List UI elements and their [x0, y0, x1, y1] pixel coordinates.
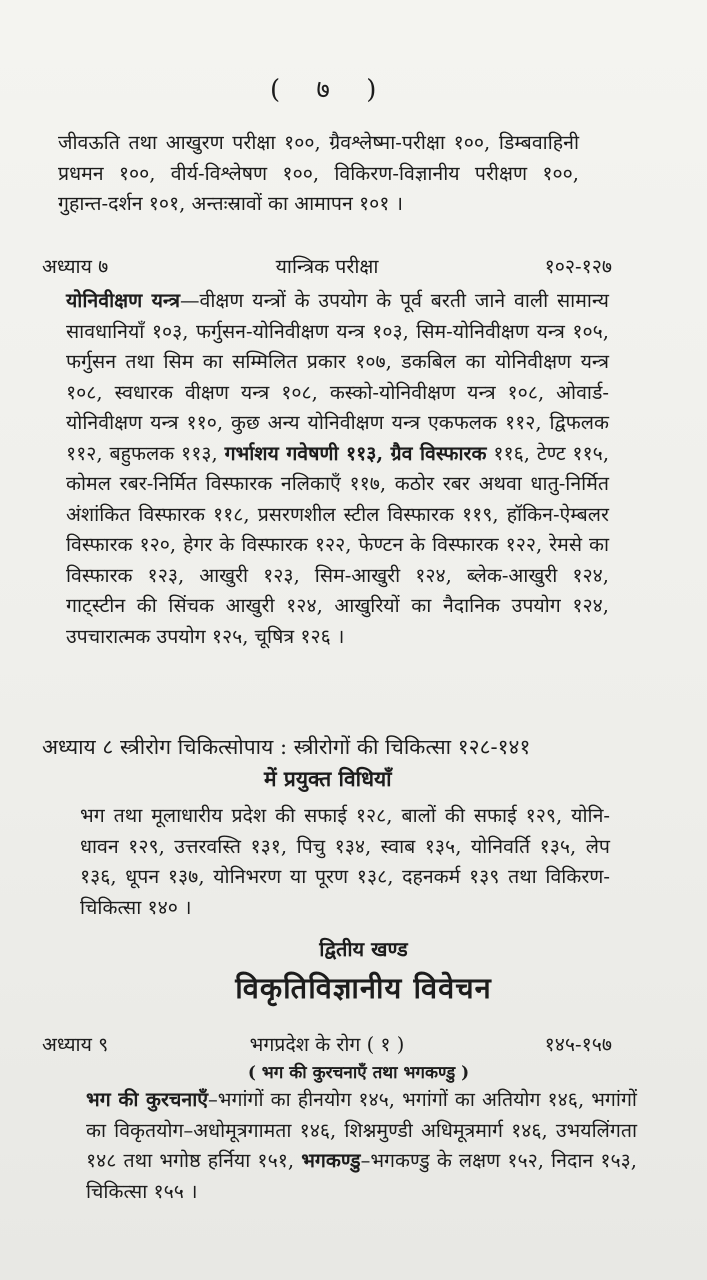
chapter-7-contents [66, 286, 609, 652]
chapter-9-heading [42, 1030, 612, 1060]
chapter-9-text-2: –भगकण्डु के लक्षण १५२, निदान १५३, चिकित्सा १५५ । [86, 1149, 637, 1203]
chapter-9-subtitle: ( भग की कुरचनाएँ तथा भगकण्डु ) [247, 1063, 470, 1083]
chapter-8-heading-line-2: में प्रयुक्त विधियाँ [264, 766, 392, 791]
chapter-8-heading-line-1: अध्याय ८ स्त्रीरोग चिकित्सोपाय : स्त्रीरोगों की चिकित्सा १२८-१४१ [42, 735, 531, 759]
intro-paragraph: जीवऊति तथा आखुरण परीक्षा १००, ग्रैवश्लेष्मा-परीक्षा १००, डिम्बवाहिनी प्रधमन १००, वीर्य-विश्लेषण १००, विकिरण-विज्ञानीय परीक्षण १००, गुहान्त-दर्शन १०१, अन्तःस्रावों का आमापन १०१ । [58, 131, 579, 215]
chapter-7-number: अध्याय ७ [42, 255, 109, 278]
chapter-8-contents: भग तथा मूलाधारीय प्रदेश की सफाई १२८, बालों की सफाई १२९, योनि-धावन १२९, उत्तरवस्ति १३१, पिचु १३४, स्वाब १३५, योनिवर्ति १३५, लेप १३६, धूपन १३७, योनिभरण या पूरण १३८, दहनकर्म १३९ तथा विकिरण-चिकित्सा १४० । [80, 804, 610, 919]
section-label: द्वितीय खण्ड [319, 937, 408, 961]
chapter-7-text-2: ११६, टेण्ट ११५, कोमल रबर-निर्मित विस्फारक नलिकाएँ ११७, कठोर रबर अथवा धातु-निर्मित अंशांकित विस्फारक ११८, प्रसरणशील स्टील विस्फारक ११९, हॉकिन-ऐम्बलर विस्फारक १२०, हेगर के विस्फारक १२२, फेण्टन के विस्फारक १२२, रेमसे का विस्फारक १२३, आखुरी १२३, सिम-आखुरी १२४, ब्लेक-आखुरी १२४, गाट्स्टीन की सिंचक आखुरी १२४, आखुरियों का नैदानिक उपयोग १२४, उपचारात्मक उपयोग १२५, चूषित्र १२६ । [66, 441, 610, 648]
section-title: विकृतिविज्ञानीय विवेचन [235, 971, 492, 1005]
chapter-9-pages: १४५-१५७ [544, 1033, 612, 1056]
chapter-7-title: यान्त्रिक परीक्षा [275, 255, 379, 278]
chapter-7-topic-dilator: गर्भाशय गवेषणी ११३, ग्रैव विस्फारक [224, 441, 487, 465]
chapter-9-topic-malformations: भग की कुरचनाएँ [86, 1088, 209, 1111]
chapter-7-topic-speculum: योनिवीक्षण यन्त्र [66, 289, 181, 312]
chapter-7-pages: १०२-१२७ [544, 255, 612, 278]
chapter-9-title: भगप्रदेश के रोग ( १ ) [249, 1033, 405, 1056]
chapter-8-heading [42, 731, 647, 795]
chapter-9-text-1: –भगांगों का हीनयोग १४५, भगांगों का अतियोग १४६, भगांगों का विकृतयोग–अधोमूत्रगामता १४६, शिश्नमुण्डी अधिमूत्रमार्ग १४६, उभयलिंगता १४८ तथा भगोष्ठ हर्निया १५१, [86, 1088, 637, 1172]
chapter-7-heading [42, 252, 612, 282]
chapter-9-contents [86, 1085, 637, 1207]
chapter-7-text-1: —वीक्षण यन्त्रों के उपयोग के पूर्व बरती जाने वाली सामान्य सावधानियाँ १०३, फर्गुसन-योनिवीक्षण यन्त्र १०३, सिम-योनिवीक्षण यन्त्र १०५, फर्गुसन तथा सिम का सम्मिलित प्रकार १०७, डकबिल का योनिवीक्षण यन्त्र १०८, स्वधारक वीक्षण यन्त्र १०८, कस्को-योनिवीक्षण यन्त्र १०८, ओवार्ड-योनिवीक्षण यन्त्र ११०, कुछ अन्य योनिवीक्षण यन्त्र एकफलक ११२, द्विफलक ११२, बहुफलक ११३, [66, 289, 609, 465]
chapter-9-number: अध्याय ९ [42, 1033, 109, 1056]
chapter-9-topic-pruritus: भगकण्डु [301, 1149, 361, 1172]
page-number: ( ७ ) [270, 75, 391, 105]
